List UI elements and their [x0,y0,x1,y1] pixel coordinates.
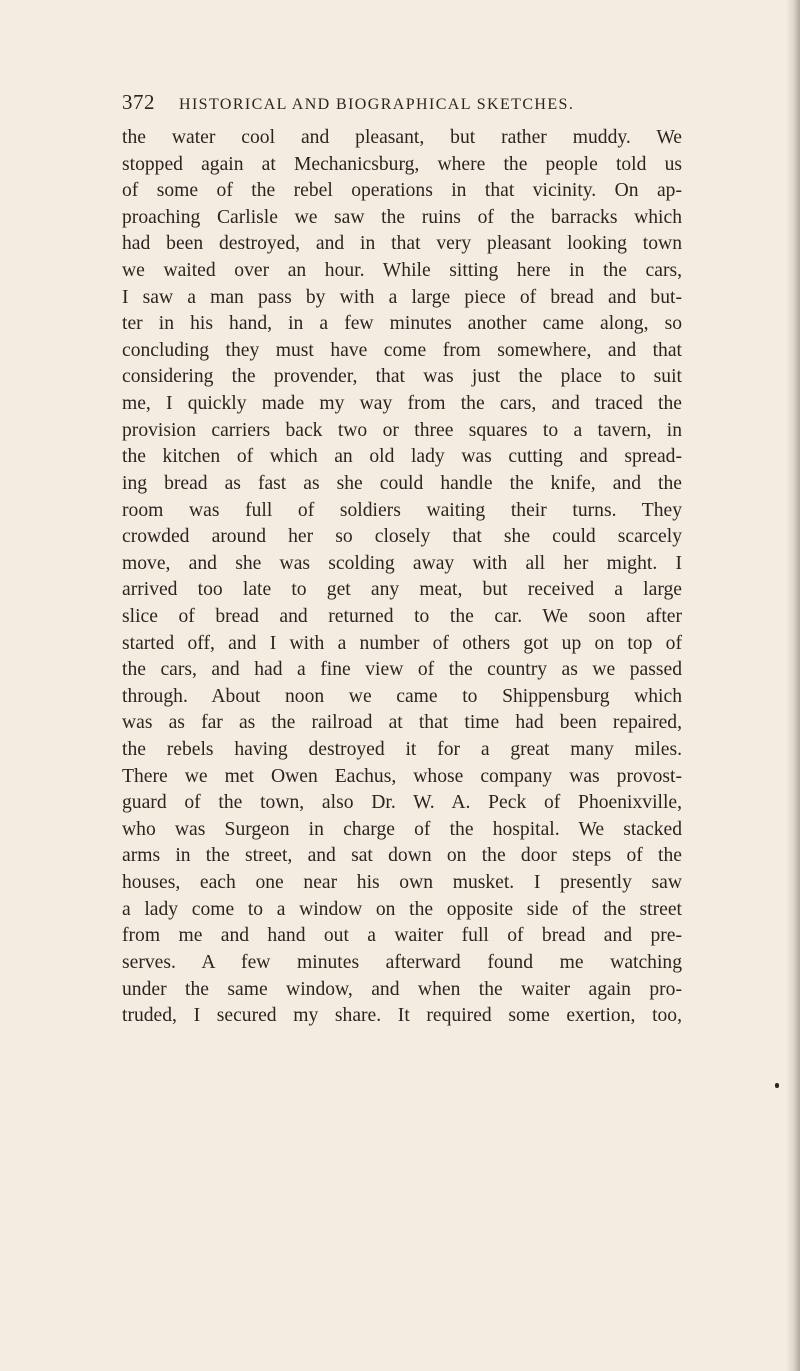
text-line: proaching Carlisle we saw the ruins of the barracks which [122,206,682,228]
text-line: truded, I secured my share. It required some exertion, too, [122,1005,682,1027]
text-line: crowded around her so closely that she could scarcely [122,526,682,548]
text-line: started off, and I with a number of others got up on top of [122,632,682,654]
text-line: slice of bread and returned to the car. We soon after [122,605,682,627]
text-line: the kitchen of which an old lady was cutting and spread- [122,446,682,468]
running-head-title: HISTORICAL AND BIOGRAPHICAL SKETCHES. [179,96,575,113]
text-line: move, and she was scolding away with all her might. I [122,552,682,574]
text-line: concluding they must have come from somewhere, and that [122,339,682,361]
text-line: I saw a man pass by with a large piece of bread and but- [122,286,682,308]
text-line: we waited over an hour. While sitting here in the cars, [122,260,682,282]
text-line: houses, each one near his own musket. I presently saw [122,872,682,894]
text-line: guard of the town, also Dr. W. A. Peck of Phoenixville, [122,792,682,814]
page-number: 372 [122,90,155,114]
text-line: considering the provender, that was just the place to suit [122,366,682,388]
text-line: provision carriers back two or three squares to a tavern, in [122,419,682,441]
text-line: the water cool and pleasant, but rather muddy. We [122,127,682,148]
ink-speck [775,1083,779,1088]
text-line: a lady come to a window on the opposite side of the street [122,898,682,920]
text-line: who was Surgeon in charge of the hospital. We stacked [122,818,682,840]
text-line: room was full of soldiers waiting their turns. They [122,499,682,521]
text-line: through. About noon we came to Shippensburg which [122,685,682,707]
text-line: from me and hand out a waiter full of bread and pre- [122,925,682,947]
text-line: me, I quickly made my way from the cars, and traced the [122,393,682,415]
page-edge-shadow [786,0,800,1371]
text-line: of some of the rebel operations in that vicinity. On ap- [122,180,682,202]
body-text [122,125,682,1030]
text-line: the cars, and had a fine view of the country as we passed [122,659,682,681]
text-line: stopped again at Mechanicsburg, where the people told us [122,153,682,175]
text-line: ing bread as fast as she could handle the knife, and the [122,472,682,494]
text-line: arrived too late to get any meat, but received a large [122,579,682,601]
text-line: was as far as the railroad at that time had been repaired, [122,712,682,734]
text-line: under the same window, and when the waiter again pro- [122,978,682,1000]
running-head [122,89,642,115]
text-line: ter in his hand, in a few minutes another came along, so [122,313,682,335]
text-line: There we met Owen Eachus, whose company was provost- [122,765,682,787]
text-line: serves. A few minutes afterward found me watching [122,951,682,973]
text-line: arms in the street, and sat down on the door steps of the [122,845,682,867]
text-line: had been destroyed, and in that very pleasant looking town [122,233,682,255]
text-line: the rebels having destroyed it for a great many miles. [122,739,682,761]
